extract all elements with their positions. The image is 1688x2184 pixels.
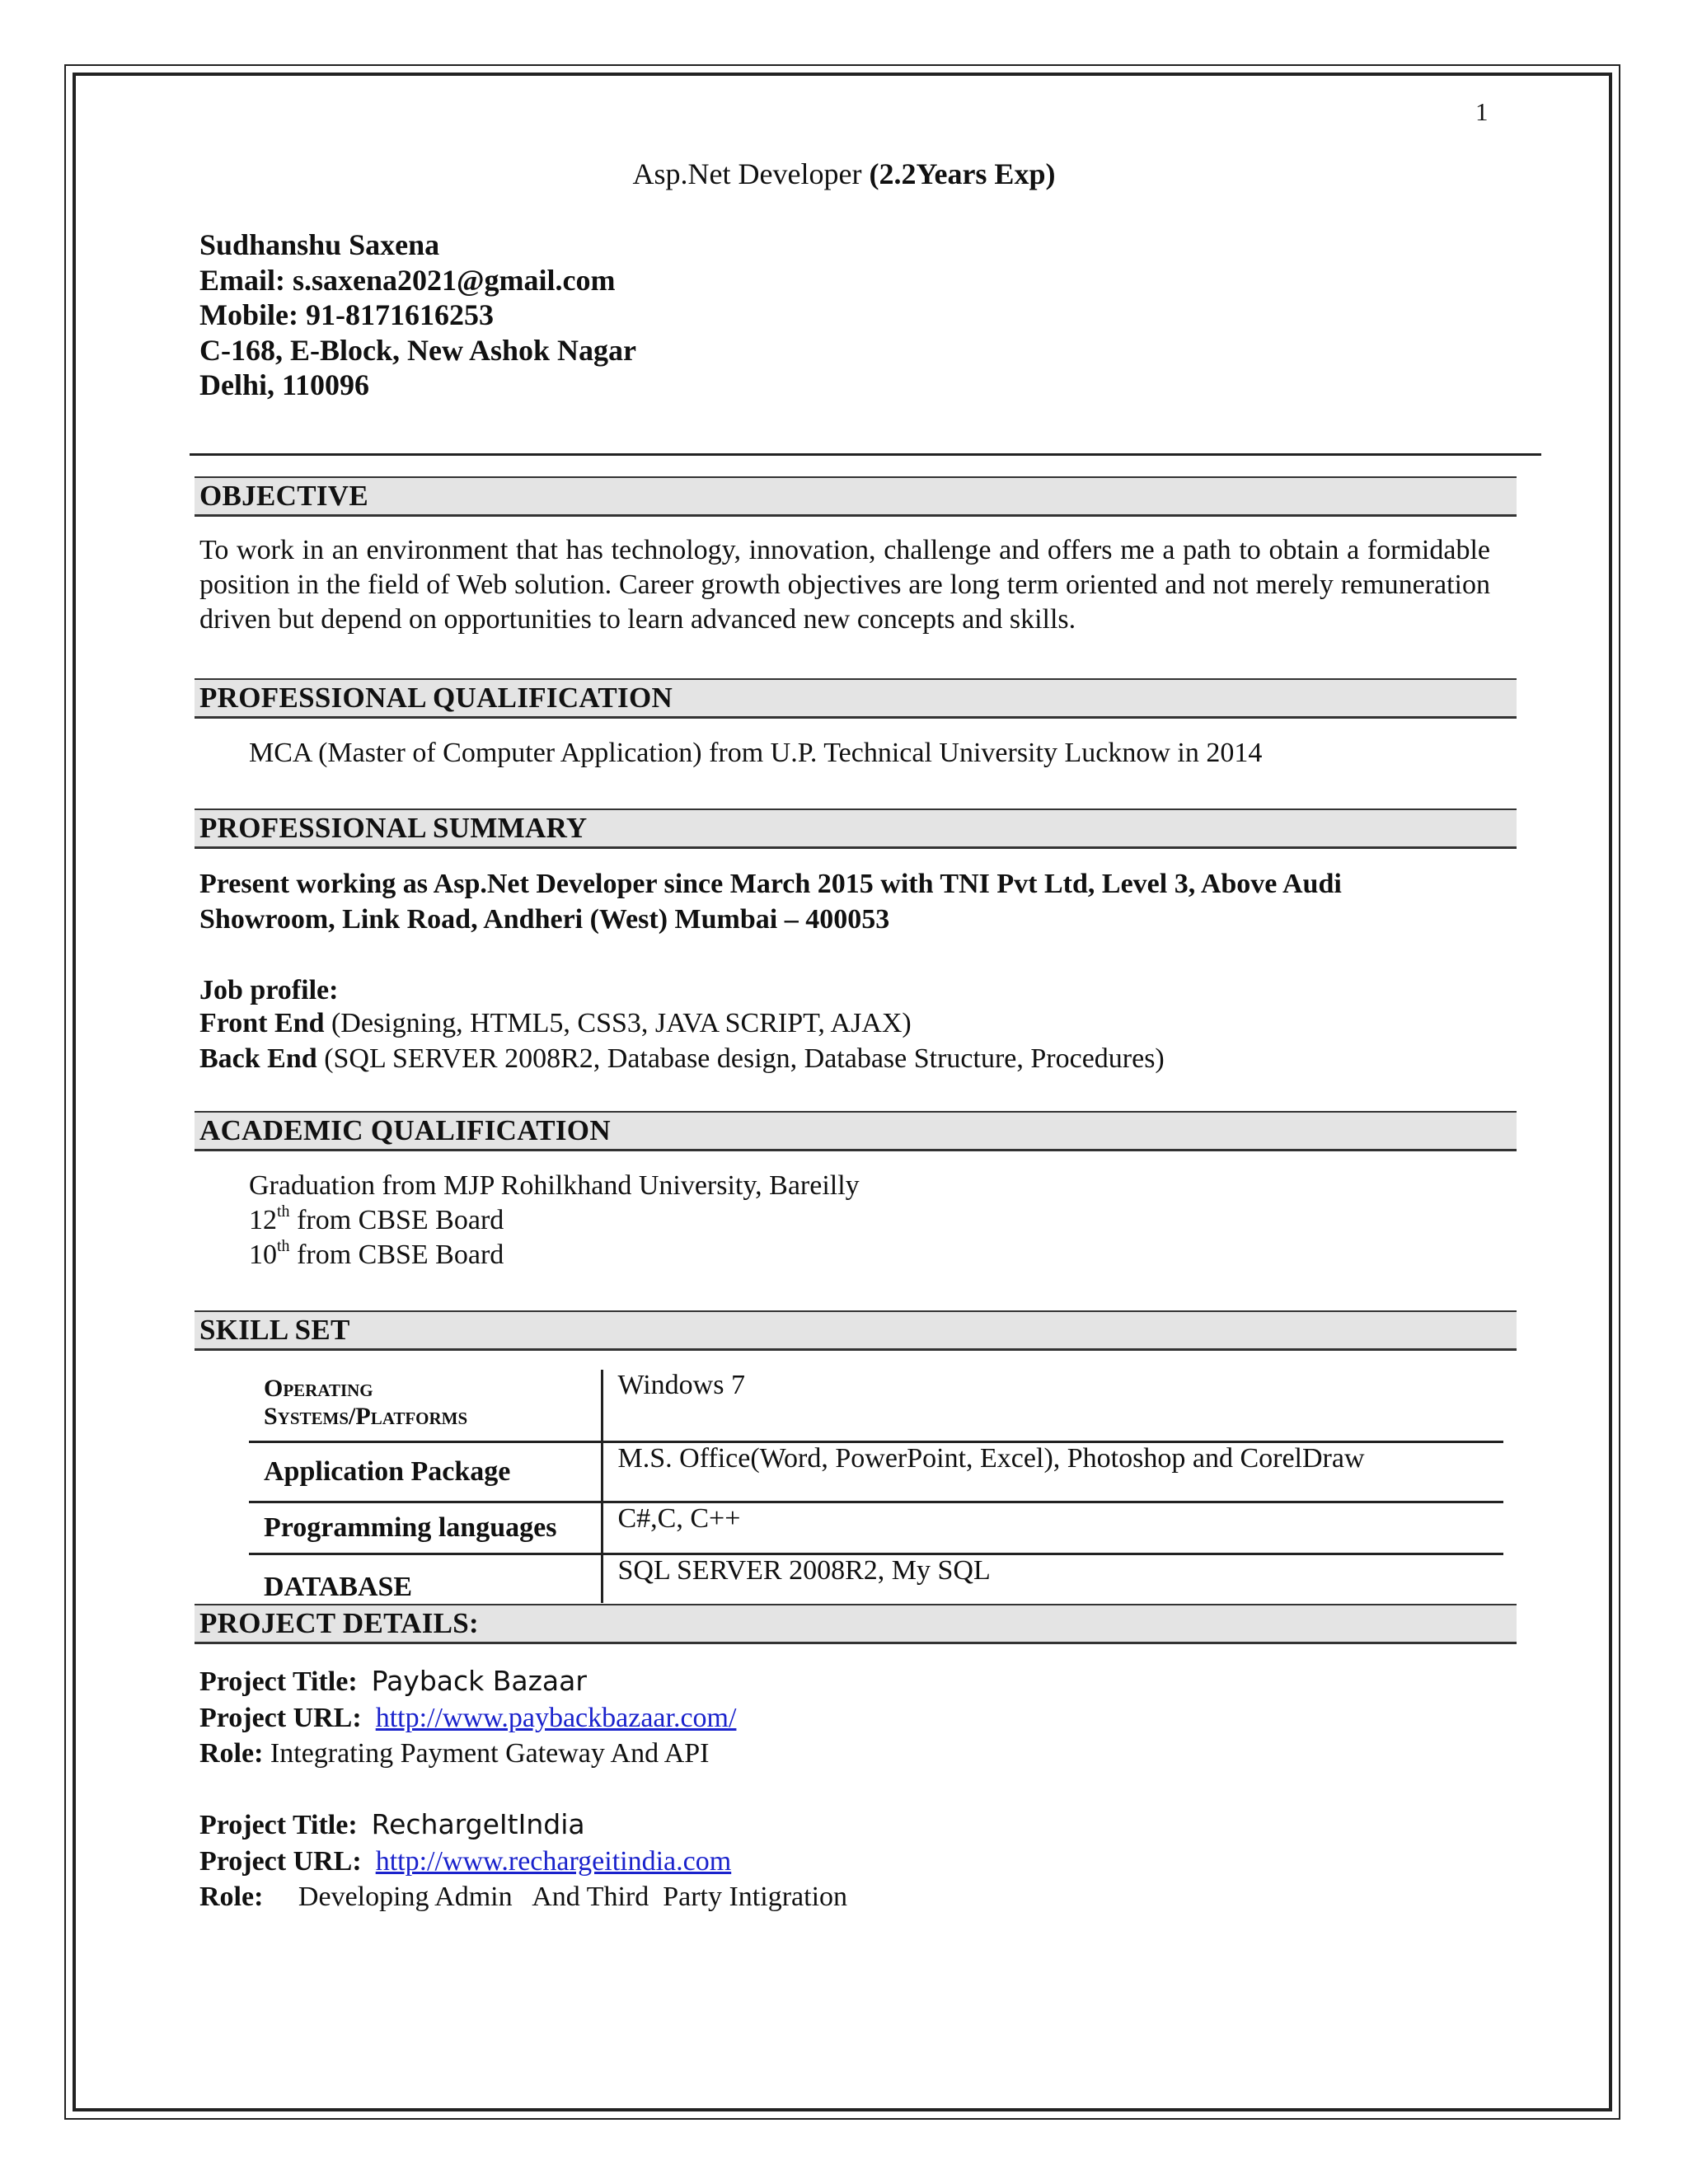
project-1-title-line	[199, 1663, 587, 1699]
back-end-value: (SQL SERVER 2008R2, Database design, Database Structure, Procedures)	[316, 1043, 1165, 1074]
tenth-number: 10	[249, 1240, 277, 1270]
graduation-line: Graduation from MJP Rohilkhand University, Bareilly	[249, 1170, 860, 1201]
project-1-role-label: Role:	[199, 1738, 264, 1769]
project-1-url-label: Project URL:	[199, 1703, 362, 1733]
email-line: Email: s.saxena2021@gmail.com	[199, 263, 616, 297]
section-heading-professional-qualification: PROFESSIONAL QUALIFICATION	[195, 678, 1517, 719]
skill-value: C#,C, C++	[602, 1502, 1503, 1554]
project-2-title-label: Project Title:	[199, 1810, 358, 1840]
job-profile-label: Job profile:	[199, 975, 339, 1005]
contact-block	[199, 227, 636, 403]
back-end-line	[199, 1041, 1165, 1076]
skill-row	[249, 1370, 1503, 1442]
project-2-role: Developing Admin And Third Party Intigration	[263, 1882, 848, 1912]
mobile-line: Mobile: 91-8171616253	[199, 298, 494, 331]
skill-key: Programming languages	[249, 1502, 602, 1554]
skill-value: SQL SERVER 2008R2, My SQL	[602, 1554, 1503, 1604]
skill-key-line-1: Operating	[264, 1375, 373, 1402]
back-end-label: Back End	[199, 1043, 317, 1074]
skill-key: Application Package	[249, 1442, 602, 1502]
skill-value: M.S. Office(Word, PowerPoint, Excel), Photoshop and CorelDraw	[602, 1442, 1503, 1502]
project-1-role: Integrating Payment Gateway And API	[263, 1738, 710, 1769]
candidate-name: Sudhanshu Saxena	[199, 228, 440, 261]
project-1-title-label: Project Title:	[199, 1666, 358, 1697]
skill-table	[249, 1370, 1503, 1603]
address-line-2: Delhi, 110096	[199, 368, 370, 401]
twelfth-text: from CBSE Board	[289, 1205, 504, 1235]
skill-row	[249, 1554, 1503, 1604]
skill-key-line-2: Systems/Platforms	[264, 1403, 468, 1430]
summary-line-1: Present working as Asp.Net Developer since March 2015 with TNI Pvt Ltd, Level 3, Above Audi	[199, 869, 1342, 899]
twelfth-number: 12	[249, 1205, 277, 1235]
project-1-title: Payback Bazaar	[371, 1665, 587, 1697]
skill-key	[249, 1370, 602, 1442]
summary-line-2: Showroom, Link Road, Andheri (West) Mumbai – 400053	[199, 904, 890, 935]
front-end-value: (Designing, HTML5, CSS3, JAVA SCRIPT, AJAX)	[324, 1008, 912, 1038]
front-end-line	[199, 1005, 912, 1041]
project-2-role-label: Role:	[199, 1882, 264, 1912]
section-heading-professional-summary: PROFESSIONAL SUMMARY	[195, 808, 1517, 849]
project-2-title-line	[199, 1807, 585, 1843]
project-1-role-line	[199, 1736, 709, 1771]
objective-text: To work in an environment that has technology, innovation, challenge and offers me a path to obtain a formidable position in the field of Web solution. Career growth objectives are long term oriented and not merely remuneration driven but depend on opportunities to learn advanced new concepts and skills.	[199, 535, 1490, 635]
tenth-line	[249, 1238, 504, 1272]
tenth-superscript: th	[277, 1237, 290, 1255]
skill-row	[249, 1442, 1503, 1502]
address-line-1: C-168, E-Block, New Ashok Nagar	[199, 333, 637, 367]
section-heading-project-details: PROJECT DETAILS:	[195, 1604, 1517, 1644]
skill-row	[249, 1502, 1503, 1554]
section-heading-academic-qualification: ACADEMIC QUALIFICATION	[195, 1111, 1517, 1151]
project-2-url-link[interactable]: http://www.rechargeitindia.com	[375, 1846, 732, 1877]
project-2-role-line	[199, 1879, 847, 1915]
tenth-text: from CBSE Board	[289, 1240, 504, 1270]
project-2-url-line	[199, 1844, 731, 1879]
header-divider	[190, 453, 1541, 456]
project-2-url-label: Project URL:	[199, 1846, 362, 1877]
twelfth-superscript: th	[277, 1202, 290, 1221]
skill-key: DATABASE	[249, 1554, 602, 1604]
project-2-title: RechargeItIndia	[371, 1808, 585, 1840]
professional-qualification-text: MCA (Master of Computer Application) from U.P. Technical University Lucknow in 2014	[249, 738, 1263, 768]
title-experience: (2.2Years Exp)	[869, 157, 1056, 190]
skill-value: Windows 7	[602, 1370, 1503, 1442]
section-heading-objective: OBJECTIVE	[195, 476, 1517, 517]
title-role: Asp.Net Developer	[632, 157, 870, 190]
front-end-label: Front End	[199, 1008, 325, 1038]
section-heading-skill-set: SKILL SET	[195, 1310, 1517, 1351]
document-title	[0, 157, 1688, 191]
page-number: 1	[1475, 97, 1489, 126]
project-1-url-line	[199, 1700, 736, 1736]
twelfth-line	[249, 1203, 504, 1238]
project-1-url-link[interactable]: http://www.paybackbazaar.com/	[375, 1703, 737, 1733]
